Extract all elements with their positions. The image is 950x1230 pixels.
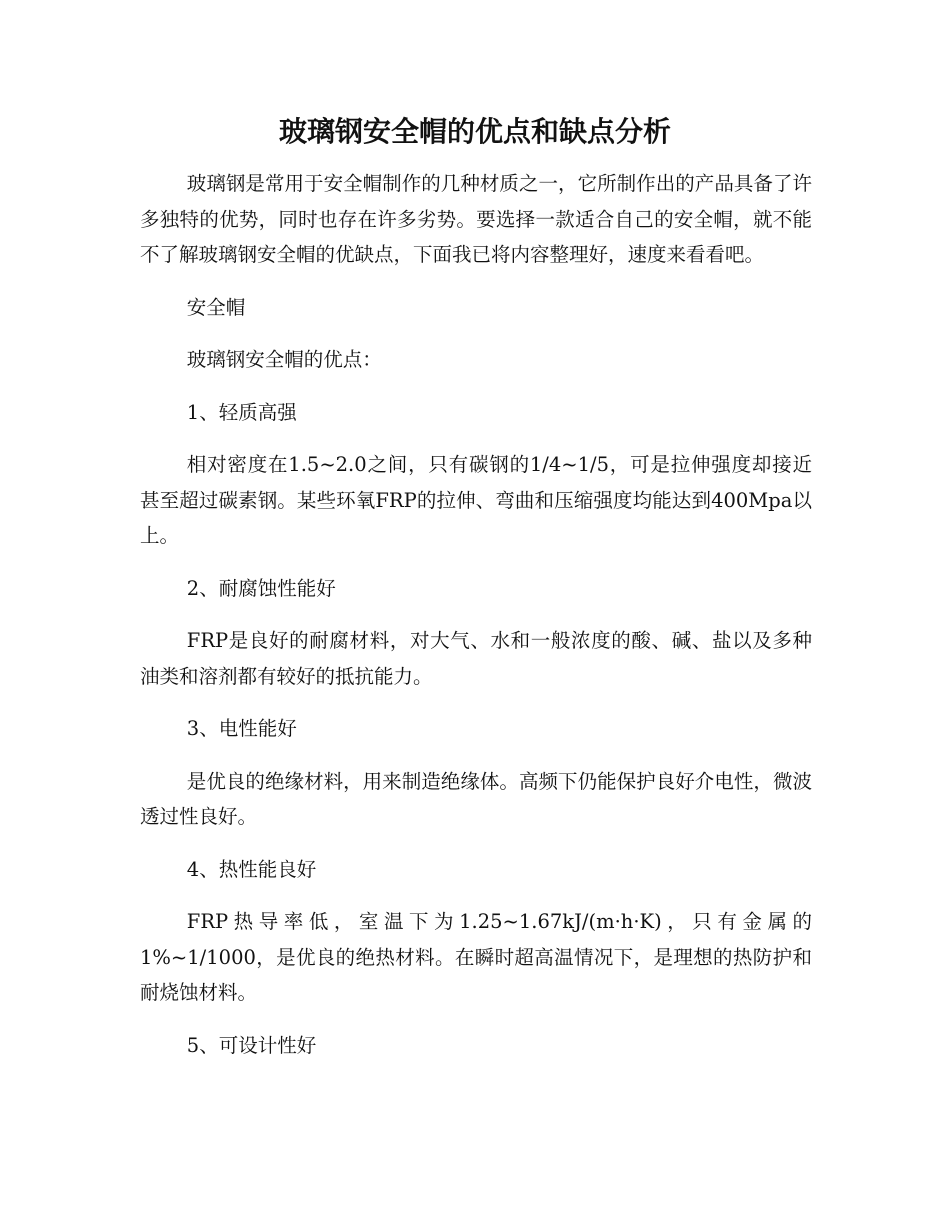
- advantage-1-heading: 1、轻质高强: [186, 400, 297, 424]
- page-title: 玻璃钢安全帽的优点和缺点分析: [278, 115, 671, 148]
- intro-paragraph: 玻璃钢是常用于安全帽制作的几种材质之一，它所制作出的产品具备了许多独特的优势，同时也存在许多劣势。要选择一款适合自己的安全帽，就不能不了解玻璃钢安全帽的优缺点，下面我已将内容整理好，速度来看看吧。: [140, 172, 812, 266]
- advantage-1-text: 相对密度在1.5~2.0之间，只有碳钢的1/4~1/5，可是拉伸强度却接近甚至超过碳素钢。某些环氧FRP的拉伸、弯曲和压缩强度均能达到400Mpa以上。: [140, 453, 812, 547]
- document-body: [140, 166, 812, 1063]
- subheading-safety-helmet: 安全帽: [186, 295, 246, 319]
- advantage-4-text: FRP热导率低，室温下为1.25~1.67kJ/(m·h·K)，只有金属的1%~1/1000，是优良的绝热材料。在瞬时超高温情况下，是理想的热防护和耐烧蚀材料。: [140, 910, 812, 1004]
- advantage-2-text: FRP是良好的耐腐材料，对大气、水和一般浓度的酸、碱、盐以及多种油类和溶剂都有较好的抵抗能力。: [140, 629, 812, 688]
- advantage-2-heading: 2、耐腐蚀性能好: [186, 576, 336, 600]
- advantage-3-heading: 3、电性能好: [186, 717, 297, 740]
- advantage-3-text: 是优良的绝缘材料，用来制造绝缘体。高频下仍能保护良好介电性，微波透过性良好。: [140, 769, 812, 828]
- advantage-4-heading: 4、热性能良好: [186, 857, 317, 881]
- section-heading-advantages: 玻璃钢安全帽的优点：: [186, 348, 382, 371]
- advantage-5-heading: 5、可设计性好: [186, 1033, 317, 1057]
